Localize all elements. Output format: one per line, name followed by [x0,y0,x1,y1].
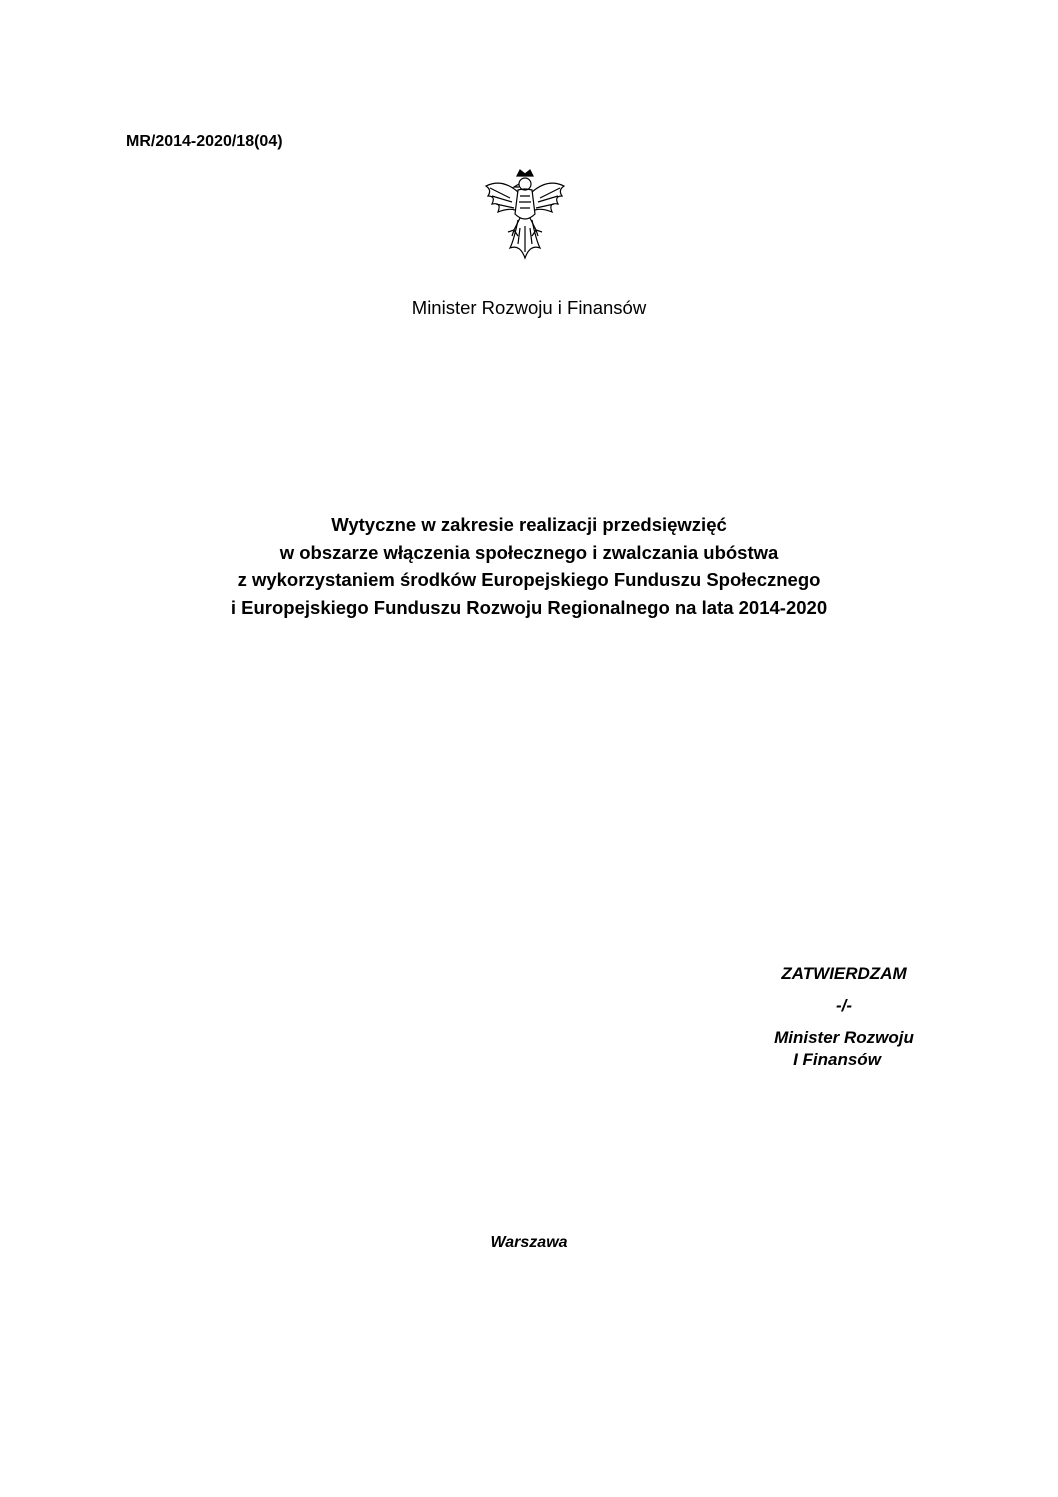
title-line: Wytyczne w zakresie realizacji przedsięwzięć [331,514,727,535]
title-line: z wykorzystaniem środków Europejskiego Funduszu Społecznego [237,569,821,590]
approval-word: ZATWIERDZAM [781,964,907,983]
signatory-line: I Finansów [793,1050,881,1069]
title-line: w obszarze włączenia społecznego i zwalczania ubóstwa [279,541,779,563]
title-line: i Europejskiego Funduszu Rozwoju Regionalnego na lata 2014-2020 [230,596,828,618]
approval-block [740,963,948,1071]
signatory-line: Minister Rozwoju [774,1028,914,1047]
signature-mark: -/- [835,996,853,1015]
polish-eagle-emblem-icon [480,168,570,262]
document-reference-number: MR/2014-2020/18(04) [126,133,283,150]
place-of-issue: Warszawa [490,1234,568,1251]
document-title [0,511,1058,621]
issuer-heading: Minister Rozwoju i Finansów [411,297,647,318]
